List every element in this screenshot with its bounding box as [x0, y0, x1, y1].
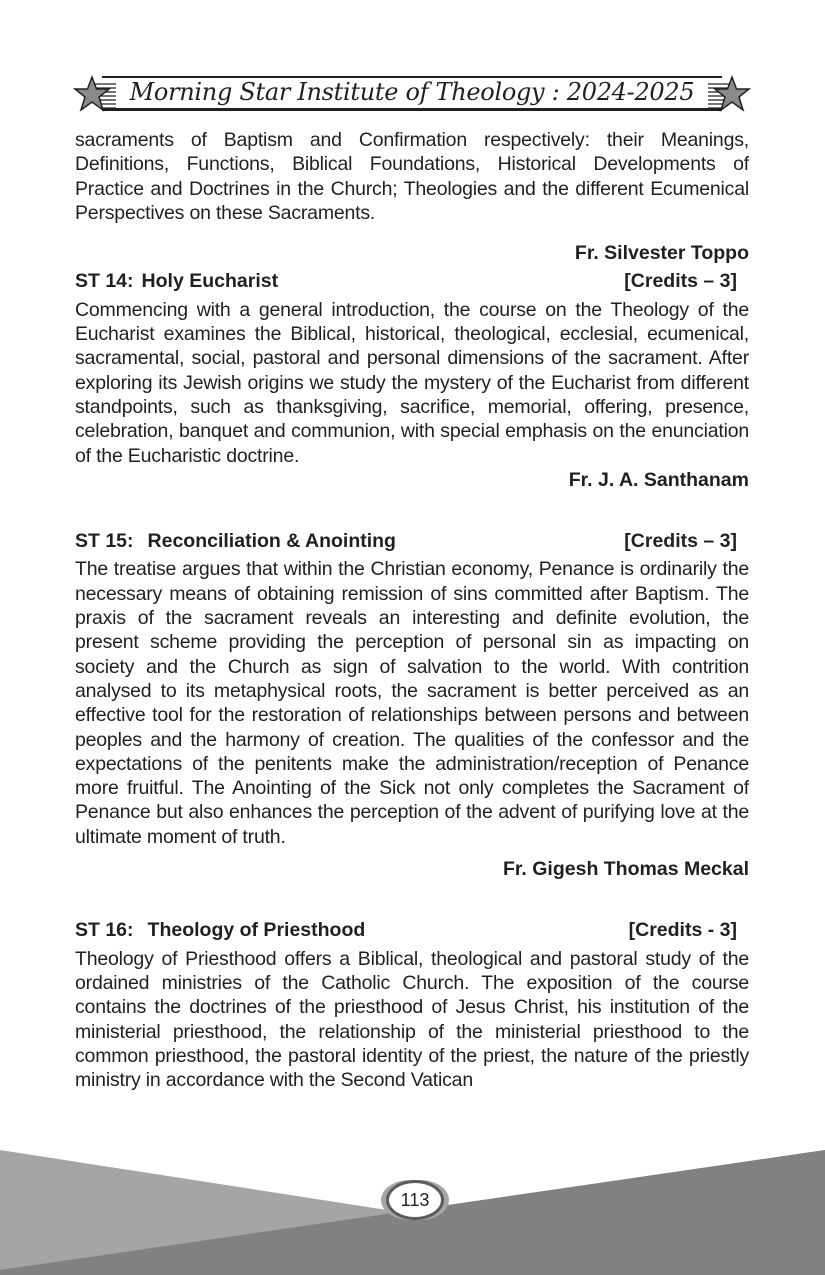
- course-title: Reconciliation & Anointing: [147, 530, 396, 553]
- star-icon: [708, 72, 752, 116]
- running-header: [72, 68, 752, 116]
- course-description: Theology of Priesthood offers a Biblical, theological and pastoral study of the ordained ministries of the Catholic Church. The exposition of the course contains the doctrines of the priesthood of Jesus Christ, his institution of the ministerial priesthood, the relationship of the ministerial priesthood to the common priesthood, the pastoral identity of the priest, the nature of the priestly ministry in accordance with the Second Vatican: [75, 947, 749, 1092]
- author-name: Fr. Silvester Toppo: [574, 242, 749, 265]
- course-credits: [Credits – 3]: [624, 270, 737, 293]
- author-name: Fr. J. A. Santhanam: [568, 468, 749, 491]
- course-code: ST 15:: [75, 530, 134, 553]
- page-number: 113: [386, 1180, 444, 1220]
- course-description: The treatise argues that within the Christian economy, Penance is ordinarily the necessary means of obtaining remission of sins committed after Baptism. The praxis of the sacrament reveals an interesting and definite evolution, the present scheme providing the perception of personal sin as impacting on society and the Church as sign of salvation to the world. With contrition analysed to its metaphysical roots, the sacrament is better perceived as an effective tool for the restoration of relationships between persons and between peoples and the harmony of creation. The qualities of the confessor and the expectations of the penitents make the administration/reception of Penance more fruitful. The Anointing of the Sick not only completes the Sacrament of Penance but also enhances the perception of the advent of purifying love at the ultimate moment of truth.: [75, 558, 749, 848]
- course-title: Holy Eucharist: [141, 270, 279, 293]
- intro-paragraph: sacraments of Baptism and Confirmation respectively: their Meanings, Definitions, Functions, Biblical Foundations, Historical Developments of Practice and Doctrines in the Church; Theologies and the different Ecumenical Perspectives on these Sacraments.: [75, 129, 749, 224]
- course-description: Commencing with a general introduction, the course on the Theology of the Eucharist examines the Biblical, historical, theological, ecclesial, ecumenical, sacramental, social, pastoral and personal dimensions of the sacrament. After exploring its Jewish origins we study the mystery of the Eucharist from different standpoints, such as thanksgiving, sacrifice, memorial, offering, presence, celebration, banquet and communion, with special emphasis on the enunciation of the Eucharistic doctrine.: [75, 298, 749, 467]
- course-credits: [Credits – 3]: [624, 530, 737, 553]
- course-heading: [75, 918, 749, 942]
- author-name: Fr. Gigesh Thomas Meckal: [503, 858, 749, 881]
- course-heading: [75, 529, 749, 553]
- page-content: [75, 128, 749, 1092]
- header-title: Morning Star Institute of Theology : 2024-2025: [129, 78, 695, 106]
- course-title: Theology of Priesthood: [147, 919, 366, 942]
- course-code: ST 16:: [75, 919, 134, 942]
- course-heading: [75, 269, 749, 293]
- course-code: ST 14:: [75, 270, 134, 293]
- course-credits: [Credits - 3]: [628, 919, 737, 942]
